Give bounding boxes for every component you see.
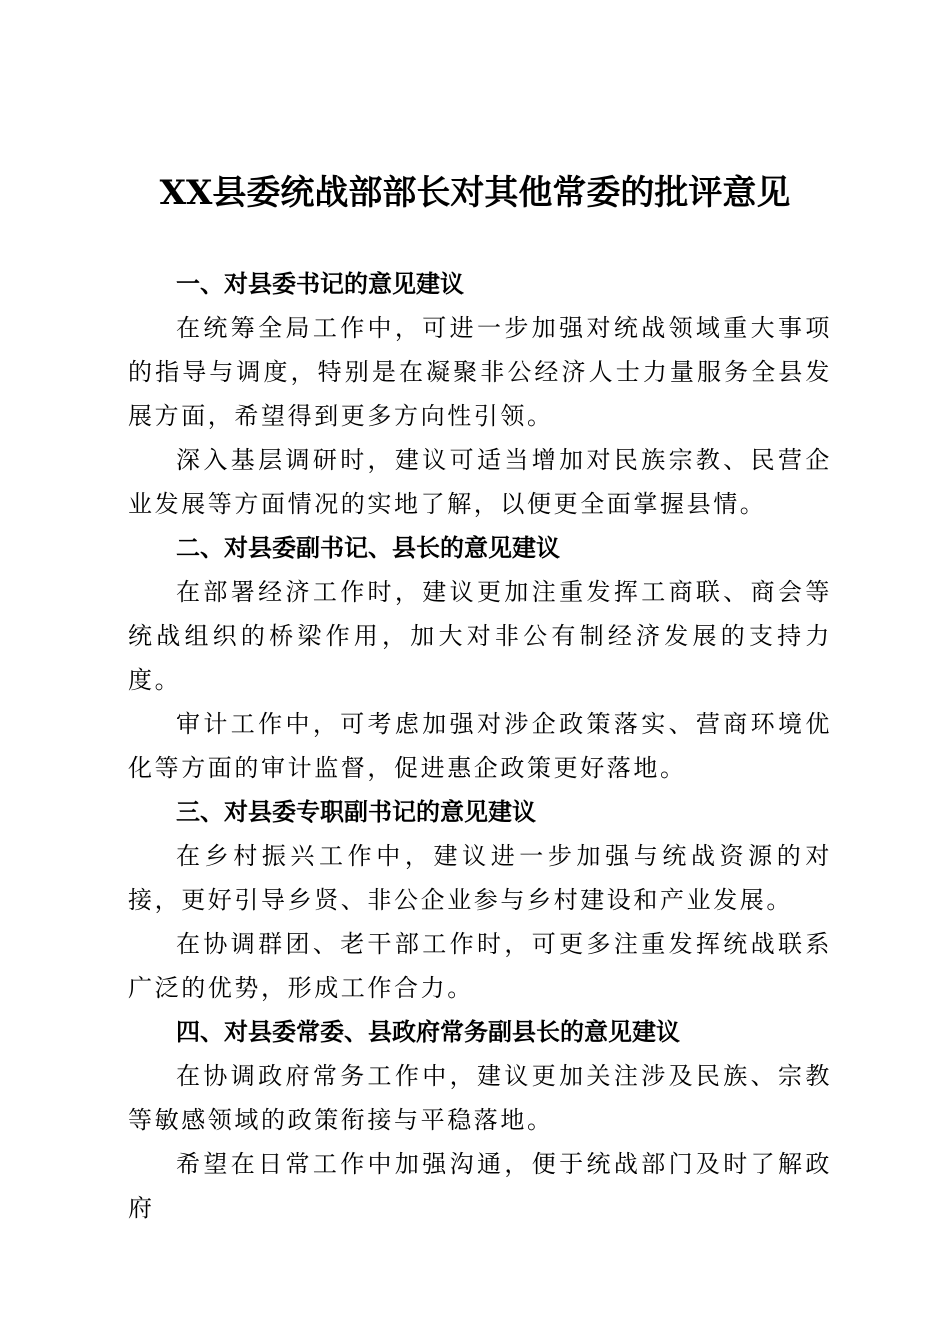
paragraph: 希望在日常工作中加强沟通，便于统战部门及时了解政府	[128, 1150, 832, 1222]
section-executive-deputy	[128, 1010, 832, 1222]
section-heading: 一、对县委书记的意见建议	[176, 270, 464, 298]
section-heading: 四、对县委常委、县政府常务副县长的意见建议	[176, 1018, 680, 1046]
paragraph: 在统筹全局工作中，可进一步加强对统战领域重大事项的指导与调度，特别是在凝聚非公经济人士力量服务全县发展方面，希望得到更多方向性引领。	[128, 314, 832, 430]
paragraph: 在协调群团、老干部工作时，可更多注重发挥统战联系广泛的优势，形成工作合力。	[128, 930, 832, 1002]
section-heading: 三、对县委专职副书记的意见建议	[176, 798, 536, 826]
section-heading: 二、对县委副书记、县长的意见建议	[176, 534, 560, 562]
document-body	[128, 262, 832, 1222]
paragraph: 审计工作中，可考虑加强对涉企政策落实、营商环境优化等方面的审计监督，促进惠企政策更好落地。	[128, 710, 832, 782]
paragraph: 深入基层调研时，建议可适当增加对民族宗教、民营企业发展等方面情况的实地了解，以便更全面掌握县情。	[128, 446, 832, 518]
paragraph: 在协调政府常务工作中，建议更加关注涉及民族、宗教等敏感领域的政策衔接与平稳落地。	[128, 1062, 832, 1134]
paragraph: 在部署经济工作时，建议更加注重发挥工商联、商会等统战组织的桥梁作用，加大对非公有制经济发展的支持力度。	[128, 578, 832, 694]
section-county-magistrate	[128, 526, 832, 790]
section-deputy-secretary	[128, 790, 832, 1010]
document-title: XX县委统战部部长对其他常委的批评意见	[159, 173, 791, 213]
paragraph: 在乡村振兴工作中，建议进一步加强与统战资源的对接，更好引导乡贤、非公企业参与乡村建设和产业发展。	[128, 842, 832, 914]
section-secretary	[128, 262, 832, 526]
